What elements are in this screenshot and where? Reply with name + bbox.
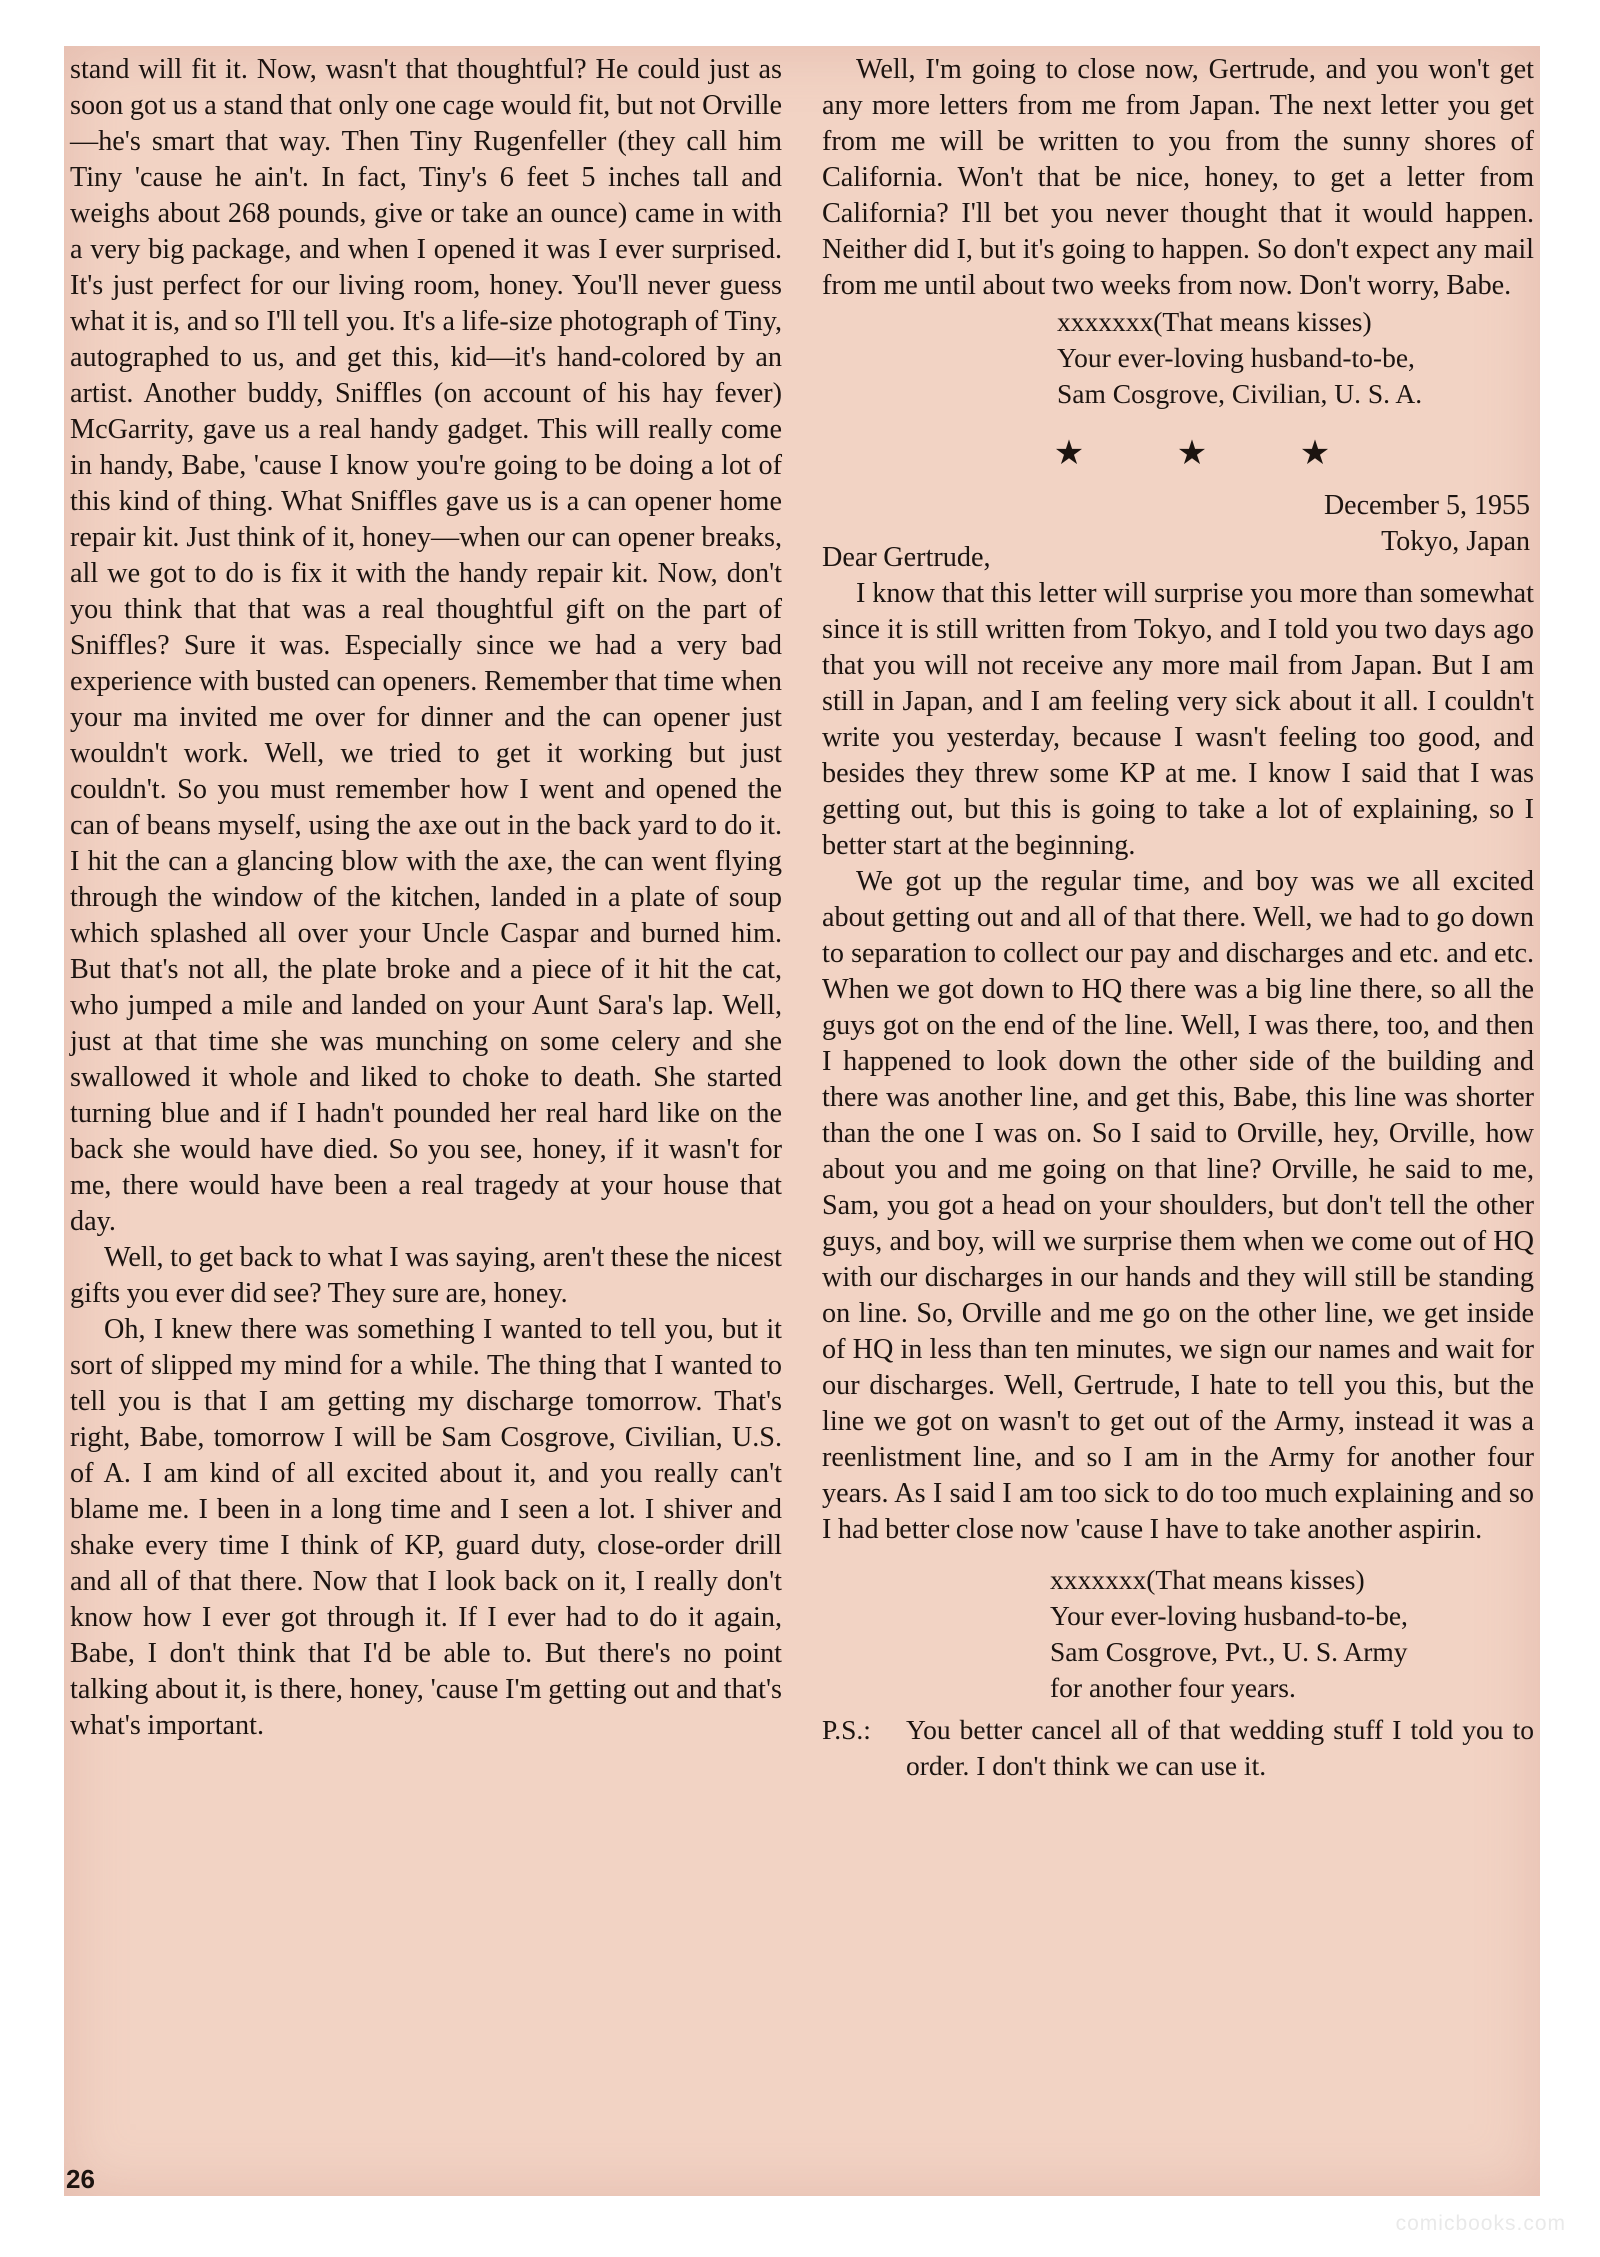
section-separator: ★ ★ ★ [1053,435,1373,472]
signature-line: Sam Cosgrove, Civilian, U. S. A. [1057,378,1423,409]
body-paragraph: We got up the regular time, and boy was we all excited about getting out and all of that there. Well, we had to go down to separation to collect our pay and discharges and etc. and etc. When we got down to HQ there was a big line there, so all the guys got on the end of the line. Well, I was there, too, and then I happened to look down the other side of the building and there was another line, and get this, Babe, this line was shorter than the one I was on. So I said to Orville, hey, Orville, how about you and me going on that line? Orville, he said to me, Sam, you got a head on your shoulders, but don't tell the other guys, and boy, will we surprise them when we come out of HQ with our discharges in our hands and they will still be standing on line. So, Orville and me go on the other line, we get inside of HQ in less than ten minutes, we sign our names and wait for our discharges. Well, Gertrude, I hate to tell you this, but the line we got on wasn't to get out of the Army, instead it was a reenlistment line, and so I am in the Army for another four years. As I said I am too sick to do too much explaining and so I had better close now 'cause I have to take another aspirin. [822,866,1534,1545]
body-paragraph: Oh, I knew there was something I wanted to tell you, but it sort of slipped my mind for a while. The thing that I wanted to tell you is that I am getting my discharge tomorrow. That's right, Babe, tomorrow I will be Sam Cosgrove, Civilian, U.S. of A. I am kind of all excited about it, and you really can't blame me. I been in a long time and I seen a lot. I shiver and shake every time I think of KP, guard duty, close-order drill and all of that there. Now that I look back on it, I really don't know how I ever got through it. If I ever had to do it again, Babe, I don't think that I'd be able to. But there's no point talking about it, is there, honey, 'cause I'm getting out and that's what's important. [70,1314,782,1741]
signoff-line: Your ever-loving husband-to-be, [1050,1600,1408,1631]
page-number: 26 [66,2164,95,2194]
watermark: comicbooks.com [1395,2212,1566,2235]
ps-text: You better cancel all of that wedding stuff I told you to order. I don't think we can use it. [906,1714,1534,1781]
postscript [822,1712,1534,1784]
letter-closing [822,1562,1534,1706]
magazine-page [64,46,1540,2196]
right-column [822,52,1534,1784]
signature-line: Sam Cosgrove, Pvt., U. S. Army [1050,1636,1408,1667]
ps-label: P.S.: [822,1714,871,1745]
kisses-line: xxxxxxx(That means kisses) [1050,1564,1365,1595]
letter-place: Tokyo, Japan [1381,526,1530,557]
body-paragraph: stand will fit it. Now, wasn't that thoughtful? He could just as soon got us a stand that only one cage would fit, but not Orville—he's smart that way. Then Tiny Rugenfeller (they call him Tiny 'cause he ain't. In fact, Tiny's 6 feet 5 inches tall and weighs about 268 pounds, give or take an ounce) came in with a very big package, and when I opened it was I ever surprised. It's just perfect for our living room, honey. You'll never guess what it is, and so I'll tell you. It's a life-size photograph of Tiny, autographed to us, and get this, kid—it's hand-colored by an artist. Another buddy, Sniffles (on account of his hay fever) McGarrity, gave us a real handy gadget. This will really come in handy, Babe, 'cause I know you're going to be doing a lot of this kind of thing. What Sniffles gave us is a can opener home repair kit. Just think of it, honey—when our can opener breaks, all we got to do is fix it with the handy repair kit. Now, don't you think that that was a real thoughtful gift on the part of Sniffles? Sure it was. Especially since we had a very bad experience with busted can openers. Remember that time when your ma invited me over for dinner and the can opener just wouldn't work. Well, we tried to get it working but just couldn't. So you must remember how I went and opened the can of beans myself, using the axe out in the back yard to do it. I hit the can a glancing blow with the axe, the can went flying through the window of the kitchen, landed in a plate of soup which splashed all over your Uncle Caspar and burned him. But that's not all, the plate broke and a piece of it hit the cat, who jumped a mile and landed on your Aunt Sara's lap. Well, just at that time she was munching on some celery and she swallowed it whole and liked to choke to death. She started turning blue and if I hadn't pounded her real hard like on the back she would have died. So you see, honey, if it wasn't for me, there would have been a real tragedy at your house that day. [70,54,782,1237]
signoff-line: Your ever-loving husband-to-be, [1057,342,1415,373]
left-column [70,52,782,1744]
body-paragraph: I know that this letter will surprise you more than somewhat since it is still written from Tokyo, and I told you two days ago that you will not receive any more mail from Japan. But I am still in Japan, and I am feeling very sick about it all. I couldn't write you yesterday, because I wasn't feeling too good, and besides they threw some KP at me. I know I said that I was getting out, but this is going to take a lot of explaining, so I better start at the beginning. [822,578,1534,861]
body-paragraph: Well, to get back to what I was saying, aren't these the nicest gifts you ever did see? They sure are, honey. [70,1242,782,1309]
kisses-line: xxxxxxx(That means kisses) [1057,306,1372,337]
signature-line: for another four years. [1050,1672,1296,1703]
letter-date: December 5, 1955 [1323,490,1530,521]
body-paragraph: Well, I'm going to close now, Gertrude, and you won't get any more letters from me from Japan. The next letter you get from me will be written to you from the sunny shores of California. Won't that be nice, honey, to get a letter from California? I'll bet you never thought that it would happen. Neither did I, but it's going to happen. So don't expect any mail from me until about two weeks from now. Don't worry, Babe. [822,54,1534,301]
salutation: Dear Gertrude, [822,542,991,573]
